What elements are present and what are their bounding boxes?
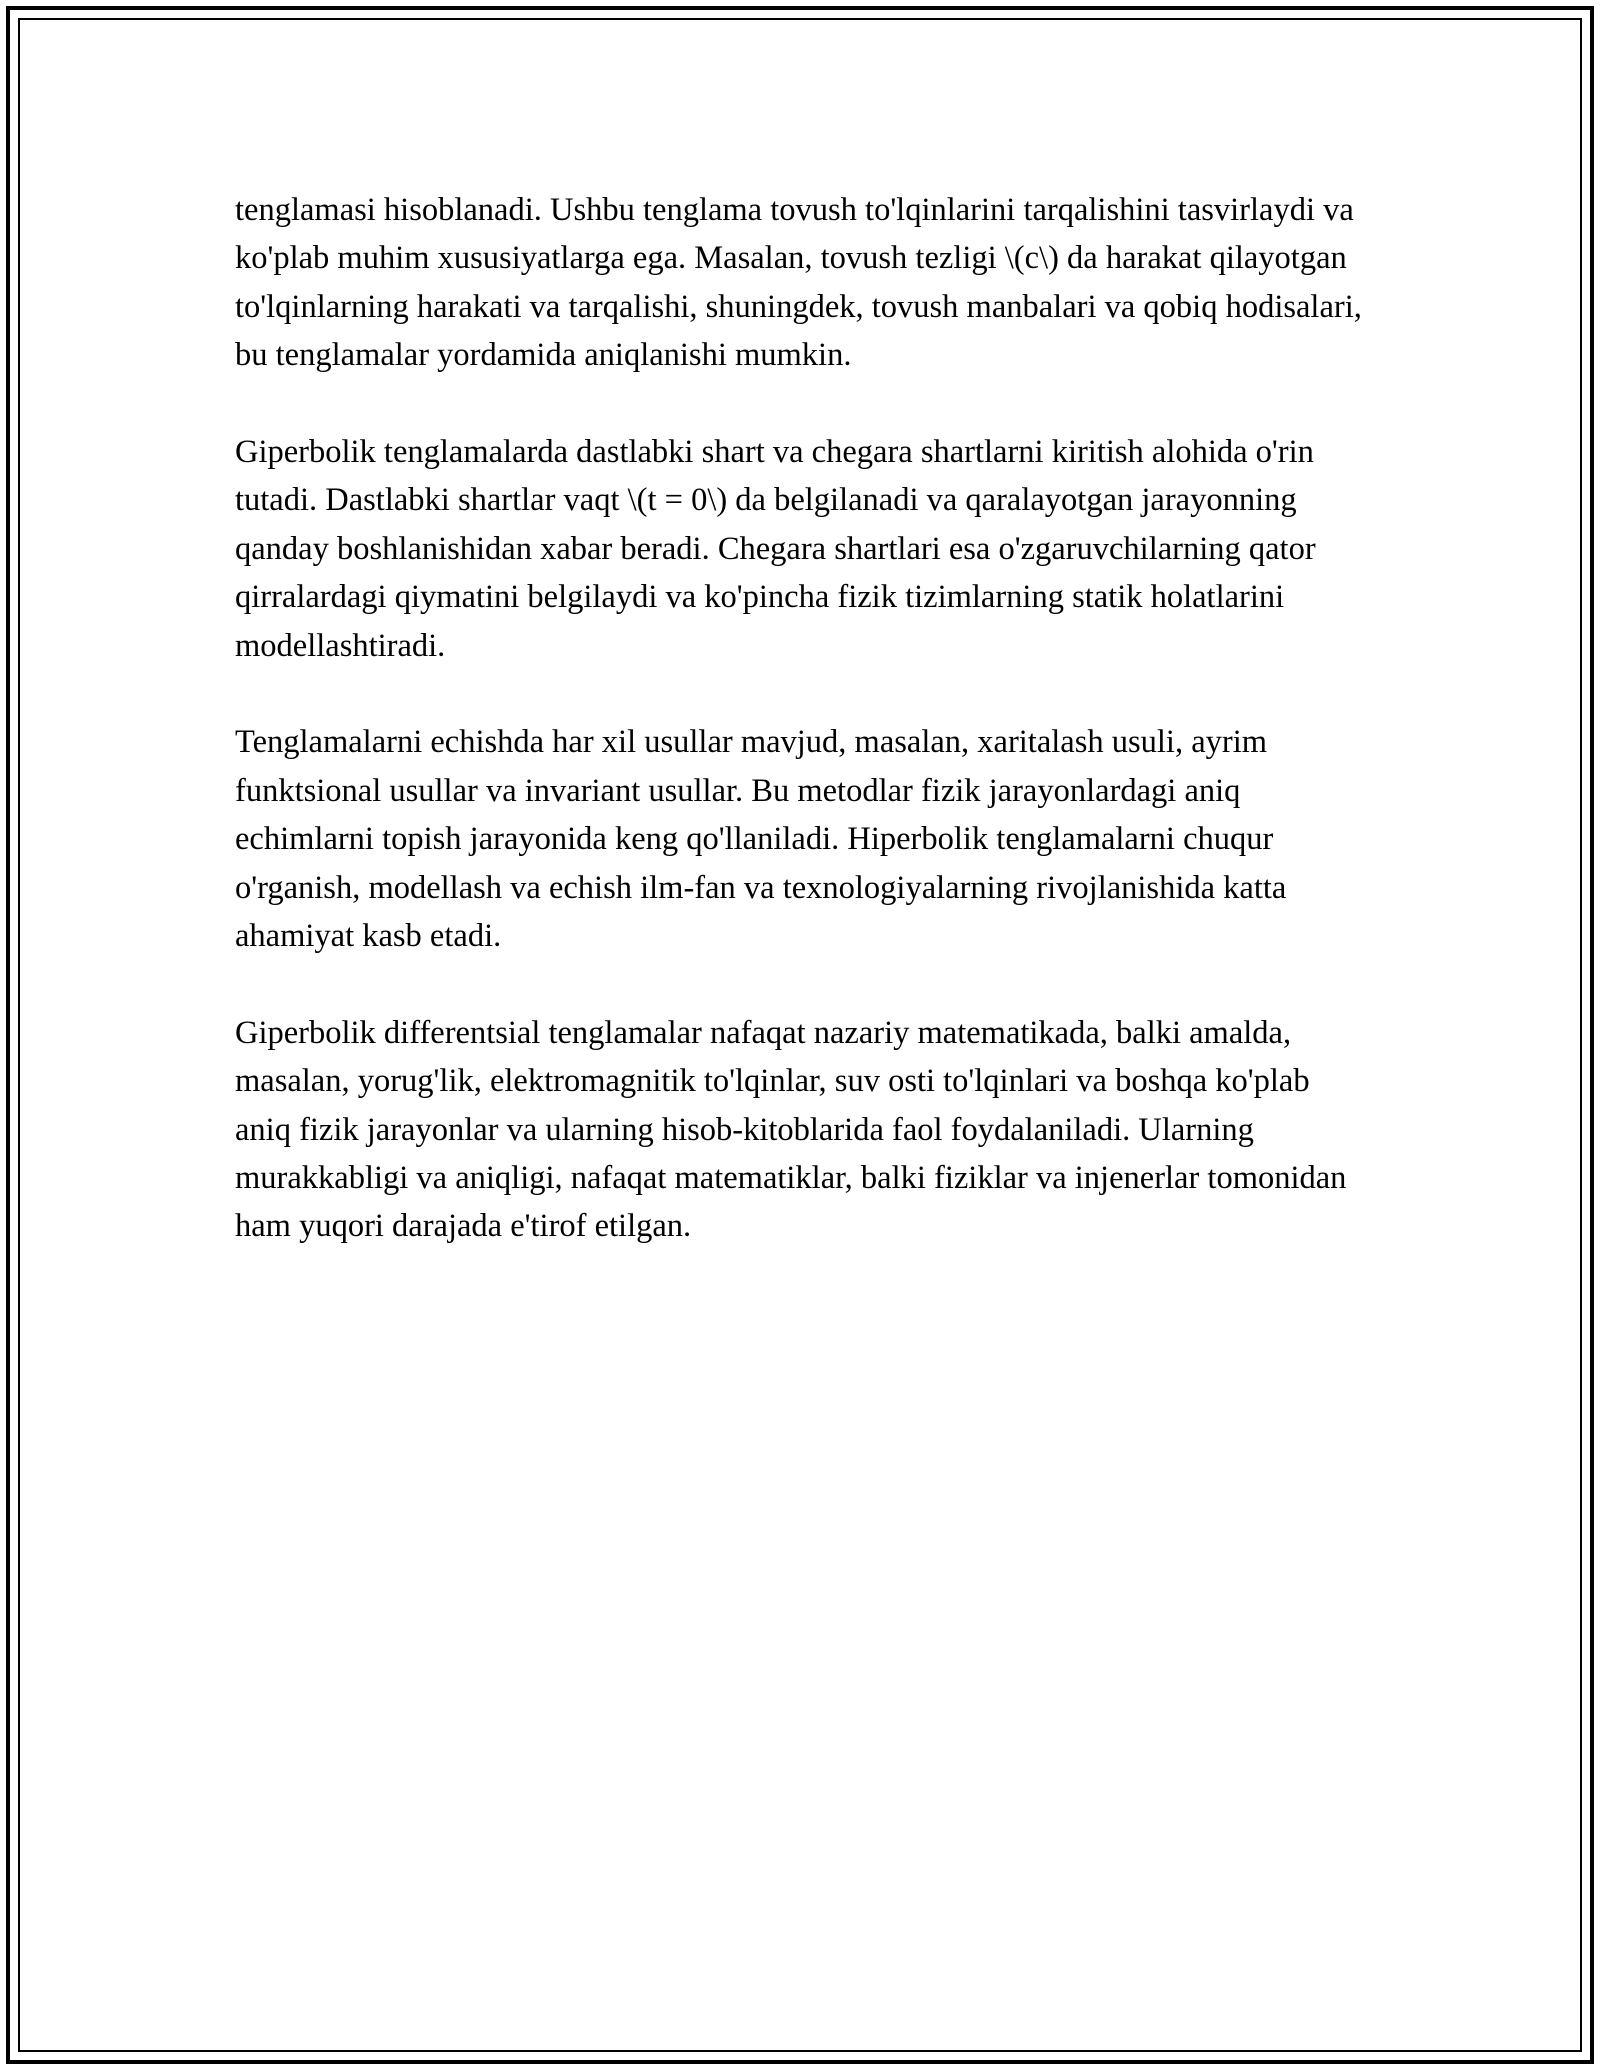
paragraph-3: Tenglamalarni echishda har xil usullar mavjud, masalan, xaritalash usuli, ayrim funktsional usullar va invariant usullar. Bu metodlar fizik jarayonlardagi aniq echimlarni topish jarayonida keng qo'llaniladi. Hiperbolik tenglamalarni chuqur o'rganish, modellash va echish ilm-fan va texnologiyalarning rivojlanishida katta ahamiyat kasb etadi. [235,724,1287,955]
paragraph-1: tenglamasi hisoblanadi. Ushbu tenglama tovush to'lqinlarini tarqalishini tasvirlaydi va ko'plab muhim xususiyatlarga ega. Masalan, tovush tezligi \(c\) da harakat qilayotgan to'lqinlarning harakati va tarqalishi, shuningdek, tovush manbalari va qobiq hodisalari, bu tenglamalar yordamida aniqlanishi mumkin. [235,192,1362,374]
paragraph-2: Giperbolik tenglamalarda dastlabki shart va chegara shartlarni kiritish alohida o'rin tutadi. Dastlabki shartlar vaqt \(t = 0\) da belgilanadi va qaralayotgan jarayonning qanday boshlanishidan xabar beradi. Chegara shartlari esa o'zgaruvchilarning qator qirralardagi qiymatini belgilaydi va ko'pincha fizik tizimlarning statik holatlarini modellashtiradi. [235,434,1316,664]
document-body [235,186,1365,1299]
paragraph-4: Giperbolik differentsial tenglamalar nafaqat nazariy matematikada, balki amalda, masalan, yorug'lik, elektromagnitik to'lqinlar, suv osti to'lqinlari va boshqa ko'plab aniq fizik jarayonlar va ularning hisob-kitoblarida faol foydalaniladi. Ularning murakkabligi va aniqligi, nafaqat matematiklar, balki fiziklar va injenerlar tomonidan ham yuqori darajada e'tirof etilgan. [235,1014,1347,1245]
